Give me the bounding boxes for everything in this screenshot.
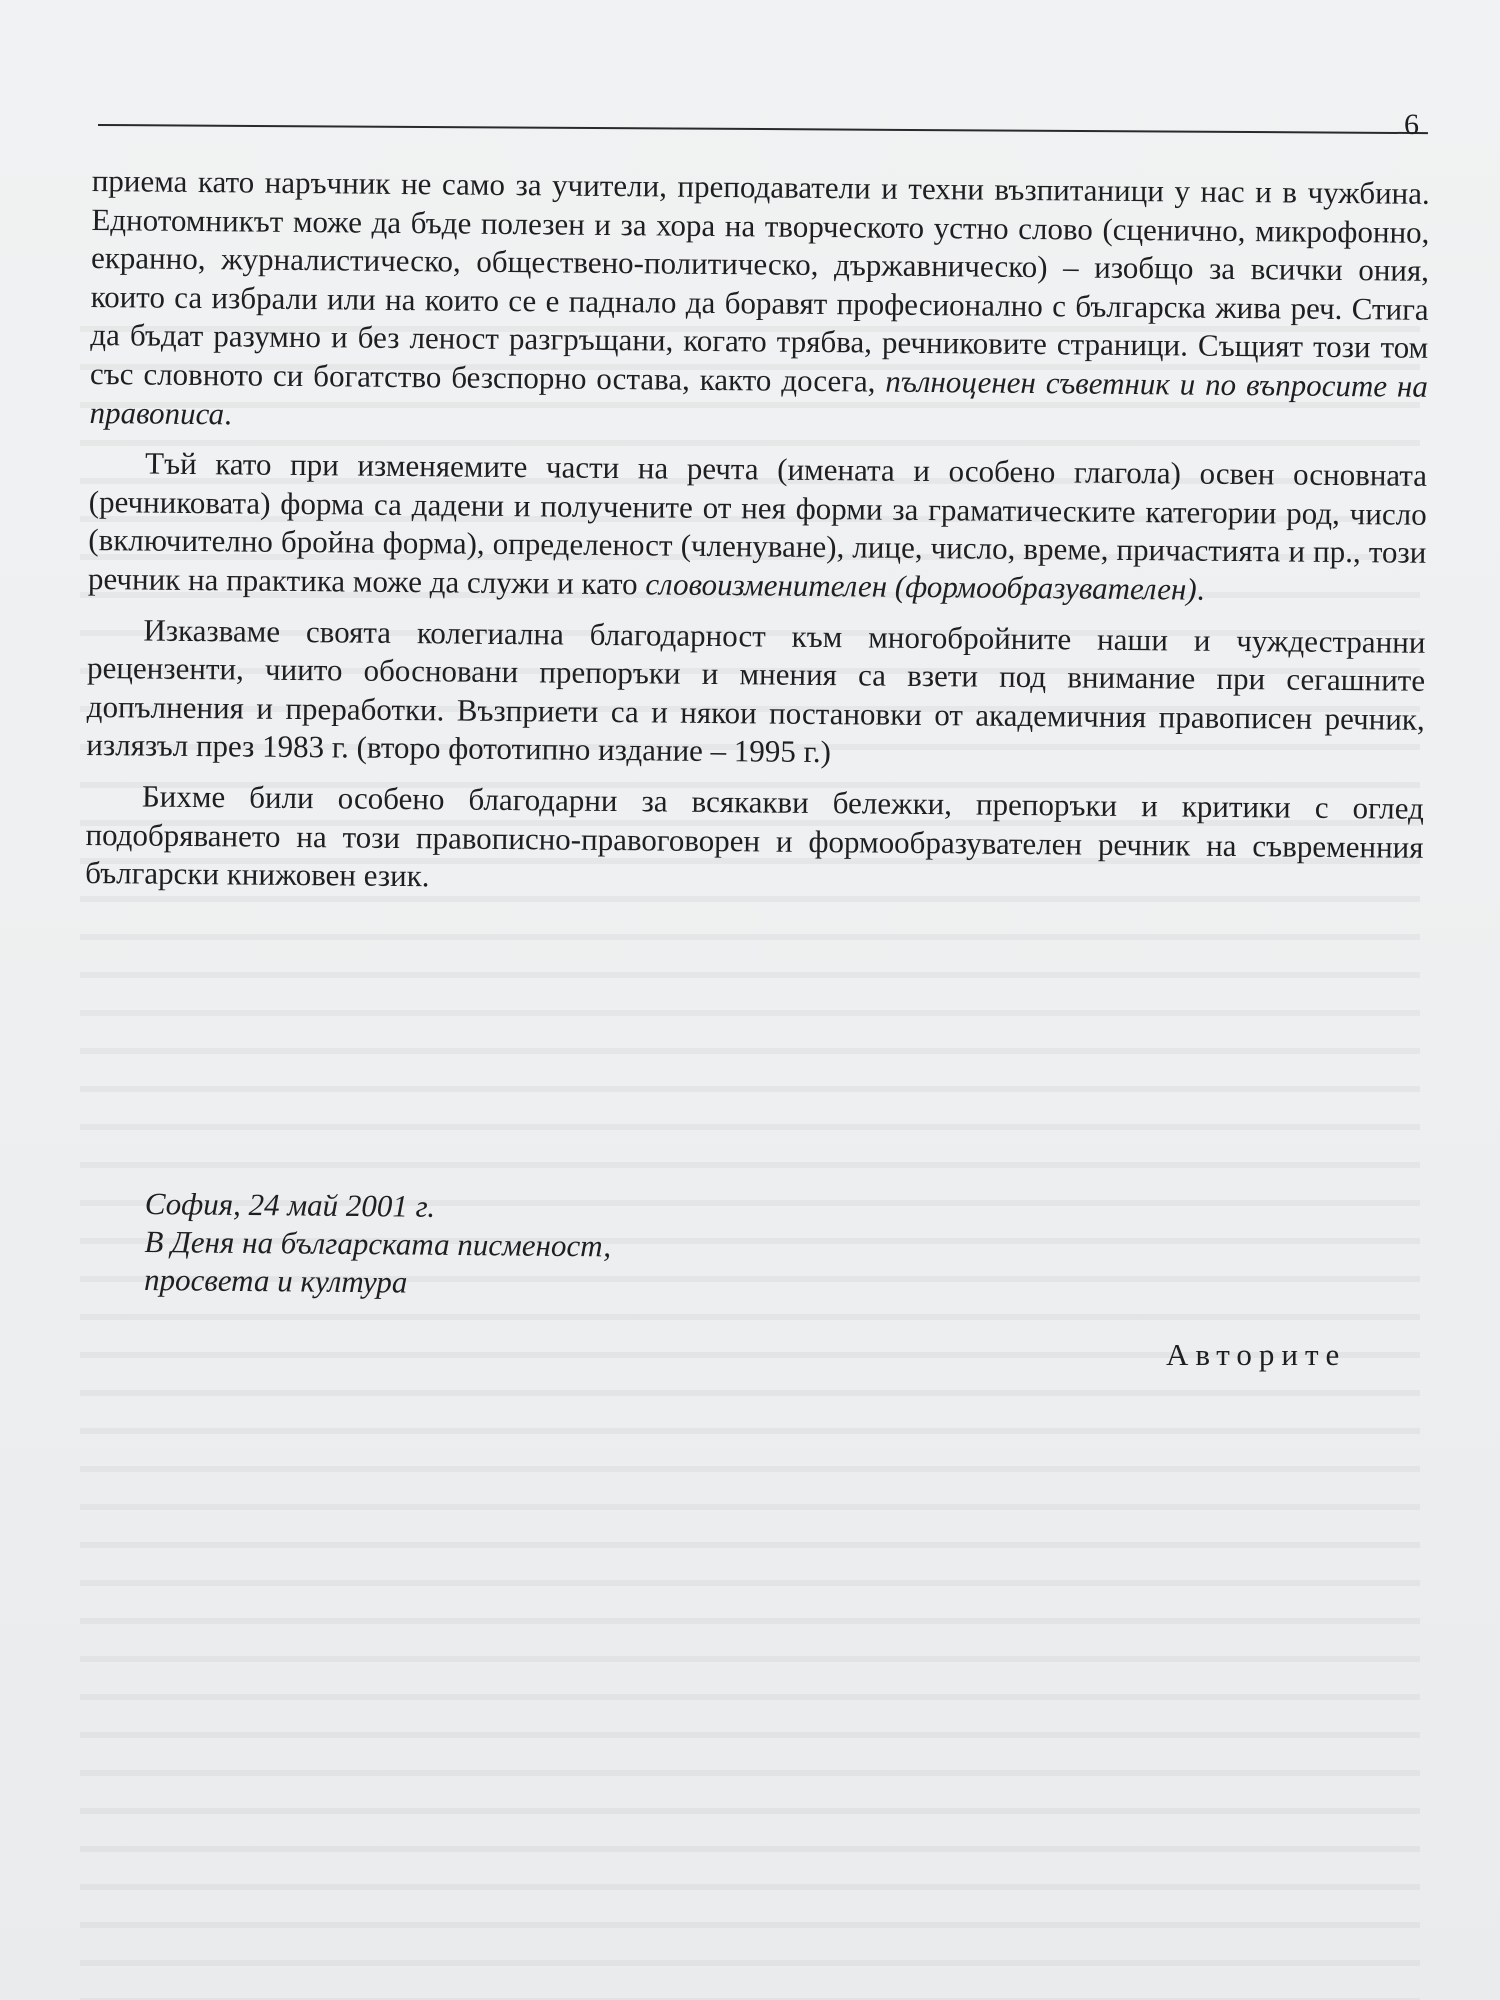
body-text — [85, 162, 1430, 917]
header-rule — [98, 124, 1428, 134]
paragraph-3 — [86, 611, 1425, 778]
italic-phrase: словоизменителен (формообразувателен) — [645, 566, 1197, 607]
signoff-occasion-line-2: просвета и култура — [143, 1261, 408, 1300]
paragraph-text: Изказваме своята колегиална благодарност към многобройните наши и чуждестранни рецензенти, чиито обосновани препоръки и мнения са взети под внимание при сегашните допълнения и преработки. Възприети са и някои постановки от академичния правописен речник, излязъл през 1983 г. (второ фототипно издание – 1995 г.) — [86, 612, 1426, 770]
paragraph-text: . — [223, 395, 233, 431]
paragraph-2 — [88, 444, 1427, 611]
authors-signature: Авторите — [1166, 1337, 1347, 1372]
paragraph-text: Бихме били особено благодарни за всякакви бележки, препоръки и критики с оглед подобряването на този правописно-правоговорен и формообразувателен речник на съвременния български книжовен език. — [85, 778, 1425, 894]
signoff — [144, 1185, 612, 1303]
paragraph-text: приема като наръчник не само за учители, преподаватели и техни възпитаници у нас и в чужбина. Еднотомникът може да бъде полезен и за хора на творческото устно слово (сценично, микрофонно, екранно, журналистическо, обществено-политическо, държавническо) – изобщо за всички ония, които са избрали или на които се е паднало да боравят професионално с българска жива реч. Стига да бъдат разумно и без леност разгръщани, когато трябва, речниковите страници. Същият този том със словното си богатство безспорно остава, както досега, — [89, 162, 1430, 399]
signoff-occasion-line-1: В Деня на българската писменост, — [144, 1223, 612, 1264]
signoff-place-date: София, 24 май 2001 г. — [144, 1186, 436, 1224]
paragraph-text: Тъй като при изменяемите части на речта (имената и особено глагола) освен основната (речниковата) форма са дадени и получените от нея форми за граматическите категории род, число (включително бройна форма), определеност (членуване), лице, число, време, причастията и пр., този речник на практика може да служи и като — [87, 445, 1428, 602]
paragraph-4 — [85, 777, 1424, 906]
paragraph-1 — [89, 162, 1430, 445]
italic-phrase: пълноценен съветник и по въпросите на правописа — [89, 363, 1429, 431]
paragraph-text: . — [1196, 571, 1205, 607]
page-number: 6 — [1404, 108, 1419, 141]
